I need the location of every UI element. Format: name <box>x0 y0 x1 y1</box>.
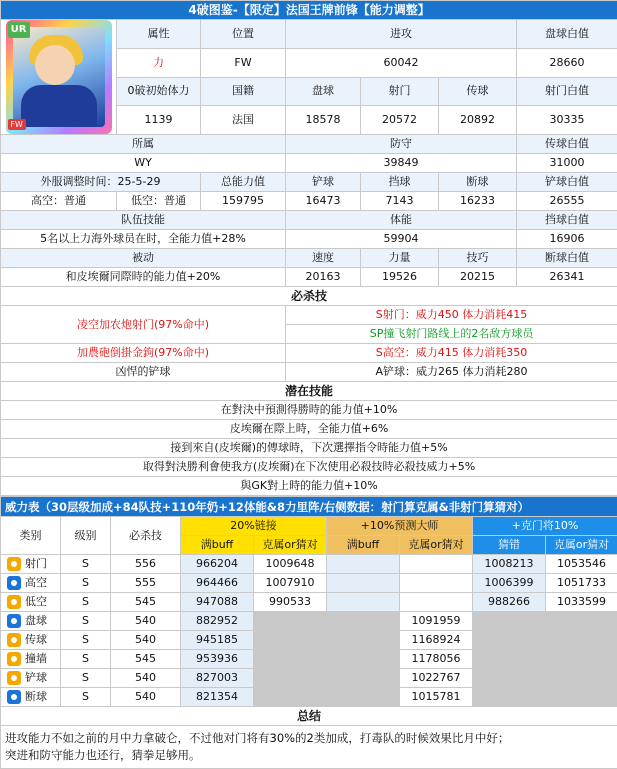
power-type-label: 高空 <box>25 576 47 589</box>
power-cell-g1b <box>254 650 327 669</box>
skill-1-detail: S射门：威力450 体力消耗415 <box>286 306 617 325</box>
value-total: 159795 <box>201 192 286 211</box>
power-cell-g3a: 988266 <box>473 593 546 612</box>
label-power: 力量 <box>361 249 439 268</box>
position-badge: FW <box>8 119 26 130</box>
power-row <box>1 631 617 650</box>
skill-1-name: 凌空加农炮射门(97%命中) <box>1 306 286 344</box>
power-cell-type <box>1 612 61 631</box>
power-cell-g1b <box>254 688 327 707</box>
skill-3-detail: A铲球：威力265 体力消耗280 <box>286 363 617 382</box>
power-cell-g2a <box>327 688 400 707</box>
skill-2-name: 加農砲倒掛金鉤(97%命中) <box>1 344 286 363</box>
player-portrait <box>1 20 117 135</box>
label-defense: 防守 <box>286 135 517 154</box>
power-cell-g3b <box>546 612 617 631</box>
value-intercept: 16233 <box>439 192 517 211</box>
label-block: 挡球 <box>361 173 439 192</box>
power-type-label: 撞墙 <box>25 652 47 665</box>
value-power: 19526 <box>361 268 439 287</box>
label-attribute: 属性 <box>117 20 201 49</box>
card-frame <box>6 20 112 134</box>
power-header: 威力表（30层级加成+84队技+110年奶+12体能&8力里阵/右侧数据：射门算克属&非射门算猜对） <box>1 497 617 517</box>
power-cell-g2a <box>327 593 400 612</box>
power-cell-skill: 540 <box>111 669 181 688</box>
power-cell-g3a: 1008213 <box>473 555 546 574</box>
power-row <box>1 593 617 612</box>
label-intercept-white: 断球白值 <box>517 249 617 268</box>
sub-counter: 克属or猜对 <box>400 536 473 555</box>
label-team-skill: 队伍技能 <box>1 211 286 230</box>
ball-yellow-icon <box>7 633 21 647</box>
shirt-shape <box>21 85 97 127</box>
power-cell-skill: 555 <box>111 574 181 593</box>
label-initial-stamina: 0破初始体力 <box>117 77 201 106</box>
label-technique: 技巧 <box>439 249 517 268</box>
power-cell-level: S <box>61 688 111 707</box>
potential-header: 潜在技能 <box>1 382 617 401</box>
power-cell-level: S <box>61 593 111 612</box>
value-tackle: 16473 <box>286 192 361 211</box>
value-pass: 20892 <box>439 106 517 135</box>
power-type-label: 断球 <box>25 690 47 703</box>
value-dribble-white: 28660 <box>517 48 617 77</box>
power-cell-g3a <box>473 650 546 669</box>
power-cell-g1b: 1009648 <box>254 555 327 574</box>
ball-blue-icon <box>7 576 21 590</box>
label-nationality: 国籍 <box>201 77 286 106</box>
power-row <box>1 688 617 707</box>
power-cell-g3b <box>546 631 617 650</box>
power-cell-g3a: 1006399 <box>473 574 546 593</box>
power-cell-type <box>1 574 61 593</box>
label-speed: 速度 <box>286 249 361 268</box>
value-attribute: 力 <box>117 48 201 77</box>
power-cell-level: S <box>61 631 111 650</box>
power-cell-type <box>1 688 61 707</box>
label-dribble-white: 盘球白值 <box>517 20 617 49</box>
power-cell-level: S <box>61 555 111 574</box>
power-cell-g2a <box>327 650 400 669</box>
summary-line: 突进和防守能力也还行，猜拳足够用。 <box>5 747 613 764</box>
sub-full-buff: 满buff <box>327 536 400 555</box>
power-cell-g2b: 1022767 <box>400 669 473 688</box>
rarity-badge: UR <box>8 22 30 38</box>
power-row <box>1 612 617 631</box>
potential-item: 在對決中預測得勝時的能力值+10% <box>1 401 617 420</box>
ball-yellow-icon <box>7 652 21 666</box>
power-cell-g3a <box>473 669 546 688</box>
value-defense: 39849 <box>286 154 517 173</box>
ball-yellow-icon <box>7 557 21 571</box>
value-tackle-white: 26555 <box>517 192 617 211</box>
power-cell-g2a <box>327 574 400 593</box>
power-cell-g2b: 1015781 <box>400 688 473 707</box>
label-total: 总能力值 <box>201 173 286 192</box>
group-predict: +10%预测大师 <box>327 517 473 536</box>
power-row <box>1 669 617 688</box>
ball-blue-icon <box>7 614 21 628</box>
label-stamina: 体能 <box>286 211 517 230</box>
skill-1-extra: SP撞飞射门路线上的2名敌方球员 <box>286 325 617 344</box>
adjust-date: 外服调整时间：25-5-29 <box>1 173 201 192</box>
player-image <box>13 27 105 127</box>
value-technique: 20215 <box>439 268 517 287</box>
label-shoot: 射门 <box>361 77 439 106</box>
power-cell-level: S <box>61 574 111 593</box>
value-shoot-white: 30335 <box>517 106 617 135</box>
power-cell-g2a <box>327 669 400 688</box>
power-cell-g1b <box>254 631 327 650</box>
power-cell-g1b: 1007910 <box>254 574 327 593</box>
power-cell-level: S <box>61 650 111 669</box>
power-cell-g1a: 882952 <box>181 612 254 631</box>
value-attack: 60042 <box>286 48 517 77</box>
group-link: 20%链接 <box>181 517 327 536</box>
power-cell-g1b <box>254 669 327 688</box>
value-intercept-white: 26341 <box>517 268 617 287</box>
value-block-white: 16906 <box>517 230 617 249</box>
power-cell-g1a: 945185 <box>181 631 254 650</box>
value-pass-white: 31000 <box>517 154 617 173</box>
col-type: 类别 <box>1 517 61 555</box>
label-tackle-white: 铲球白值 <box>517 173 617 192</box>
power-cell-g2b <box>400 593 473 612</box>
power-cell-level: S <box>61 669 111 688</box>
power-cell-g3b: 1053546 <box>546 555 617 574</box>
power-cell-g3a <box>473 688 546 707</box>
power-cell-g2a <box>327 555 400 574</box>
value-shoot: 20572 <box>361 106 439 135</box>
power-table <box>0 496 617 769</box>
sub-counter: 克属or猜对 <box>546 536 617 555</box>
ball-yellow-icon <box>7 595 21 609</box>
power-cell-g2b <box>400 574 473 593</box>
summary-header: 总结 <box>1 707 617 726</box>
power-cell-g3b <box>546 688 617 707</box>
power-cell-g1b: 990533 <box>254 593 327 612</box>
power-cell-g2b: 1168924 <box>400 631 473 650</box>
power-cell-g3b <box>546 650 617 669</box>
power-cell-g1a: 953936 <box>181 650 254 669</box>
power-row <box>1 555 617 574</box>
power-cell-skill: 540 <box>111 631 181 650</box>
value-team-skill: 5名以上力海外球员在时，全能力值+28% <box>1 230 286 249</box>
label-tackle: 铲球 <box>286 173 361 192</box>
value-position: FW <box>201 48 286 77</box>
value-high-ball: 高空：普通 <box>1 192 117 211</box>
label-dribble: 盘球 <box>286 77 361 106</box>
sub-counter: 克属or猜对 <box>254 536 327 555</box>
power-cell-skill: 545 <box>111 650 181 669</box>
power-cell-g2b <box>400 555 473 574</box>
skill-3-name: 凶悍的铲球 <box>1 363 286 382</box>
power-cell-type <box>1 650 61 669</box>
label-intercept: 断球 <box>439 173 517 192</box>
col-level: 级别 <box>61 517 111 555</box>
power-cell-g2a <box>327 631 400 650</box>
power-row <box>1 574 617 593</box>
power-cell-g1a: 966204 <box>181 555 254 574</box>
power-cell-g3b: 1033599 <box>546 593 617 612</box>
power-cell-skill: 556 <box>111 555 181 574</box>
label-passive: 被动 <box>1 249 286 268</box>
label-block-white: 挡球白值 <box>517 211 617 230</box>
summary-text <box>1 726 617 769</box>
page-title: 4破图鉴-【限定】法国王牌前锋【能力调整】 <box>1 1 617 20</box>
value-dribble: 18578 <box>286 106 361 135</box>
power-type-label: 射门 <box>25 557 47 570</box>
power-cell-g3a <box>473 612 546 631</box>
label-pass: 传球 <box>439 77 517 106</box>
potential-item: 接到來自(皮埃爾)的傳球時，下次選擇指令時能力值+5% <box>1 439 617 458</box>
label-shoot-white: 射门白值 <box>517 77 617 106</box>
value-passive: 和皮埃爾同際時的能力值+20% <box>1 268 286 287</box>
skills-header: 必杀技 <box>1 287 617 306</box>
potential-item: 與GK對上時的能力值+10% <box>1 477 617 496</box>
value-stamina: 59904 <box>286 230 517 249</box>
power-cell-g1a: 827003 <box>181 669 254 688</box>
value-block: 7143 <box>361 192 439 211</box>
label-position: 位置 <box>201 20 286 49</box>
potential-item: 取得對決勝利會使我方(皮埃爾)在下次使用必殺技時必殺技威力+5% <box>1 458 617 477</box>
ball-yellow-icon <box>7 671 21 685</box>
power-type-label: 低空 <box>25 595 47 608</box>
value-team: WY <box>1 154 286 173</box>
face-shape <box>35 45 75 85</box>
power-cell-g2b: 1178056 <box>400 650 473 669</box>
label-attack: 进攻 <box>286 20 517 49</box>
value-speed: 20163 <box>286 268 361 287</box>
power-cell-type <box>1 631 61 650</box>
sub-full-buff: 满buff <box>181 536 254 555</box>
power-cell-type <box>1 593 61 612</box>
power-cell-skill: 540 <box>111 688 181 707</box>
sub-wrong-guess: 猜错 <box>473 536 546 555</box>
group-keeper: +克门将10% <box>473 517 617 536</box>
power-cell-type <box>1 555 61 574</box>
potential-item: 皮埃爾在際上時，全能力值+6% <box>1 420 617 439</box>
value-initial-stamina: 1139 <box>117 106 201 135</box>
power-cell-g1a: 821354 <box>181 688 254 707</box>
power-type-label: 传球 <box>25 633 47 646</box>
label-team: 所属 <box>1 135 286 154</box>
power-cell-g2b: 1091959 <box>400 612 473 631</box>
power-row <box>1 650 617 669</box>
power-cell-g3a <box>473 631 546 650</box>
power-cell-g1a: 947088 <box>181 593 254 612</box>
power-cell-g1a: 964466 <box>181 574 254 593</box>
power-type-label: 盘球 <box>25 614 47 627</box>
value-low-ball: 低空：普通 <box>117 192 201 211</box>
power-cell-level: S <box>61 612 111 631</box>
value-nationality: 法国 <box>201 106 286 135</box>
power-cell-g2a <box>327 612 400 631</box>
power-cell-g3b <box>546 669 617 688</box>
power-cell-skill: 540 <box>111 612 181 631</box>
power-cell-g1b <box>254 612 327 631</box>
skill-2-detail: S高空：威力415 体力消耗350 <box>286 344 617 363</box>
summary-line: 进攻能力不如之前的月中力拿破仑，不过他对门将有30%的2类加成，打毒队的时候效果比月中好； <box>5 730 613 747</box>
label-pass-white: 传球白值 <box>517 135 617 154</box>
power-cell-skill: 545 <box>111 593 181 612</box>
power-type-label: 铲球 <box>25 671 47 684</box>
col-skill: 必杀技 <box>111 517 181 555</box>
power-cell-type <box>1 669 61 688</box>
ball-blue-icon <box>7 690 21 704</box>
power-cell-g3b: 1051733 <box>546 574 617 593</box>
